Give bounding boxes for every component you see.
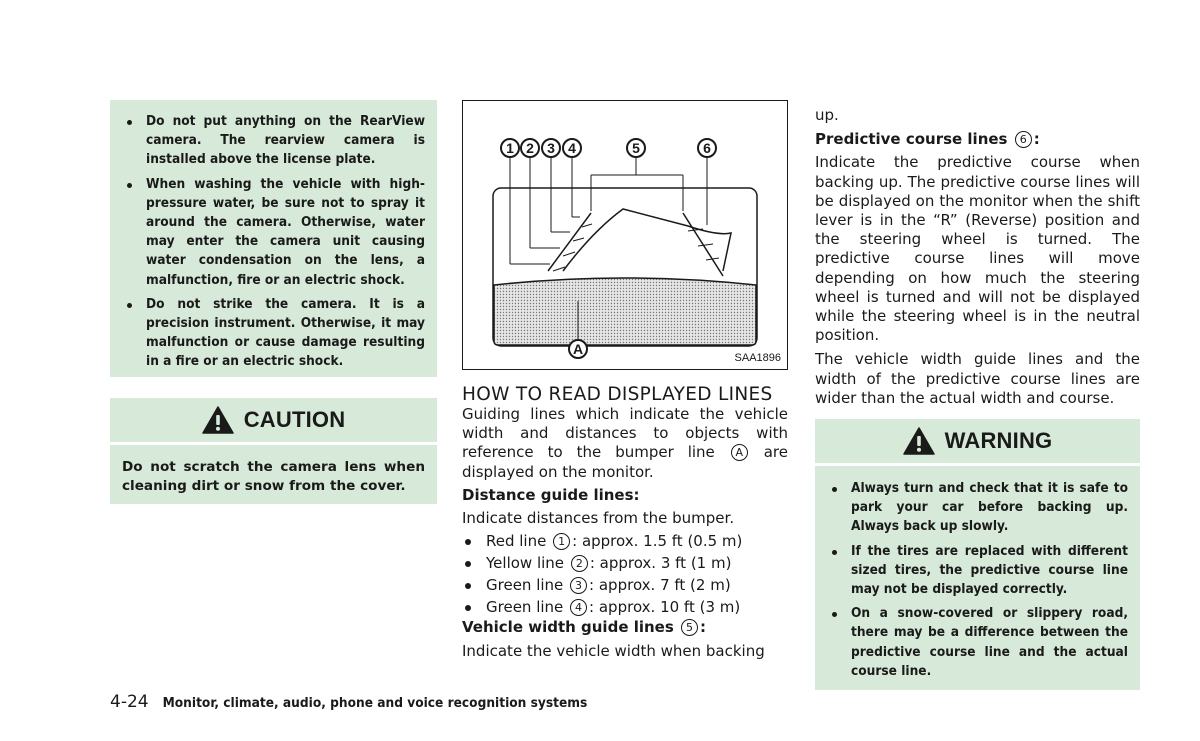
section-title: Monitor, climate, audio, phone and voice recognition systems xyxy=(162,695,588,711)
caution-text: Do not scratch the camera lens when cleaning dirt or snow from the cover. xyxy=(110,445,437,504)
caution-header xyxy=(110,398,437,442)
section-heading: HOW TO READ DISPLAYED LINES xyxy=(462,384,773,405)
distance-heading: Distance guide lines: xyxy=(462,485,640,504)
ref-a: A xyxy=(731,444,748,461)
warning-body xyxy=(815,466,1140,690)
continued-text: up. xyxy=(815,106,839,124)
note-box xyxy=(110,100,437,377)
width-note: The vehicle width guide lines and the width of the predictive course lines are wider than the actual width and course. xyxy=(815,350,1140,407)
predictive-heading: Predictive course lines 6 : xyxy=(815,130,1040,149)
distance-item: Green line 3 : approx. 7 ft (2 m) xyxy=(462,574,788,596)
width-text: Indicate the vehicle width when backing xyxy=(462,642,765,661)
figure-code: SAA1896 xyxy=(734,352,781,364)
note-item: Do not strike the camera. It is a precision instrument. Otherwise, it may malfunction or cause damage resulting in a fire or an electric shock. xyxy=(122,295,425,372)
note-item: Do not put anything on the RearView camera. The rearview camera is installed above the license plate. xyxy=(122,112,425,170)
right-column xyxy=(815,106,1140,690)
caution-title: CAUTION xyxy=(243,407,346,432)
distance-item: Green line 4 : approx. 10 ft (3 m) xyxy=(462,596,788,618)
warning-title: WARNING xyxy=(944,428,1053,454)
callout-3: 3 xyxy=(547,140,555,156)
distance-intro: Indicate distances from the bumper. xyxy=(462,509,735,528)
middle-column xyxy=(462,100,788,662)
width-heading: Vehicle width guide lines 5 : xyxy=(462,618,707,637)
distance-item: Red line 1 : approx. 1.5 ft (0.5 m) xyxy=(462,530,788,552)
warning-item: If the tires are replaced with different sized tires, the predictive course line may not be displayed correctly. xyxy=(827,542,1128,600)
warning-item: Always turn and check that it is safe to park your car before backing up. Always back up slowly. xyxy=(827,479,1128,537)
warning-item: On a snow-covered or slippery road, there may be a difference between the predictive course line and the actual course line. xyxy=(827,604,1128,681)
callout-2: 2 xyxy=(526,140,534,156)
guide-lines-figure xyxy=(463,101,787,369)
warning-list xyxy=(827,479,1128,681)
warning-triangle-icon xyxy=(202,406,234,434)
callout-1: 1 xyxy=(506,140,514,156)
warning-triangle-icon xyxy=(903,427,935,455)
note-list xyxy=(122,112,425,372)
callout-5: 5 xyxy=(632,140,640,156)
page-footer xyxy=(110,692,587,712)
callout-6: 6 xyxy=(703,140,711,156)
predictive-text: Indicate the predictive course when backing up. The predictive course lines will be displayed on the monitor when the shift lever is in the “R” (Reverse) position and the steering wheel is turned. The predictive course lines will move depending on how much the steering wheel is turned and will not be displayed while the steering wheel is in the neutral position. xyxy=(815,153,1140,345)
distance-item: Yellow line 2 : approx. 3 ft (1 m) xyxy=(462,552,788,574)
warning-header xyxy=(815,419,1140,463)
distance-list xyxy=(462,530,788,618)
note-item: When washing the vehicle with high-pressure water, be sure not to spray it around the camera. Otherwise, water may enter the camera unit causing water condensation on the lens, a malfunction, fire or an electric shock. xyxy=(122,175,425,290)
bumper-callout: A xyxy=(572,341,584,357)
callout-4: 4 xyxy=(568,140,576,156)
page-number: 4-24 xyxy=(110,692,149,712)
intro-paragraph: Guiding lines which indicate the vehicle width and distances to objects with reference to the bumper line A are displayed on the monitor. xyxy=(462,405,788,481)
left-column xyxy=(110,100,437,504)
bumper-area xyxy=(494,278,756,345)
camera-diagram xyxy=(462,100,788,370)
